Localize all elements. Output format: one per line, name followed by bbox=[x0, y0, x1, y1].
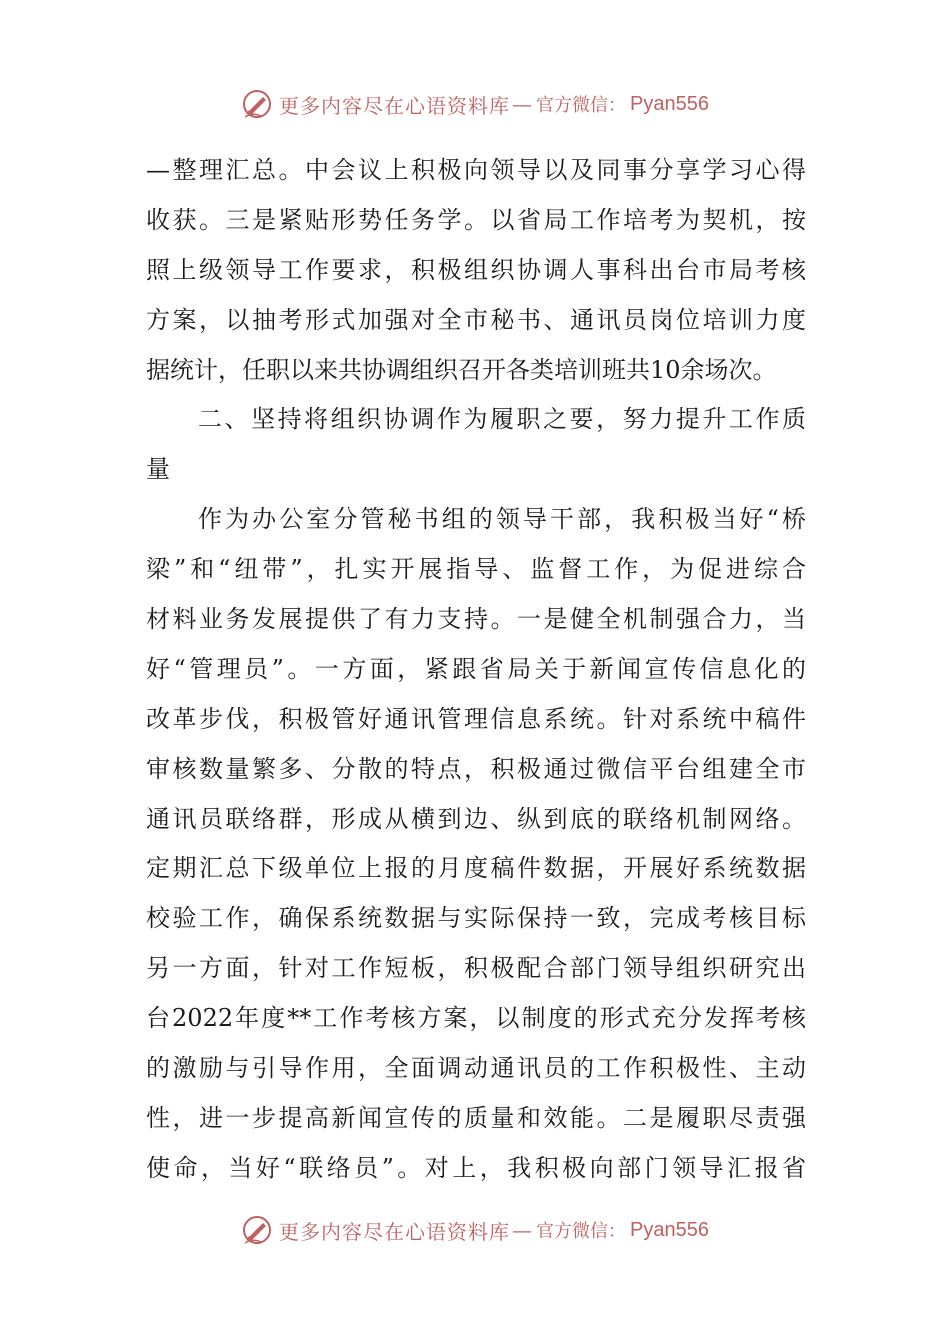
text-line: 定期汇总下级单位上报的月度稿件数据，开展好系统数据 bbox=[146, 854, 806, 883]
text-line: 梁”和“纽带”，扎实开展指导、监督工作，为促进综合 bbox=[146, 555, 806, 584]
text-line: 材料业务发展提供了有力支持。一是健全机制强合力，当 bbox=[146, 605, 806, 634]
text-line: 性，进一步提高新闻宣传的质量和效能。二是履职尽责强 bbox=[146, 1103, 806, 1132]
text-line: 台2022年度**工作考核方案，以制度的形式充分发挥考核 bbox=[146, 1004, 806, 1033]
watermark-separator: — bbox=[512, 1218, 533, 1242]
text-line: 好“管理员”。一方面，紧跟省局关于新闻宣传信息化的 bbox=[146, 654, 806, 683]
watermark-site-text: 更多内容尽在心语资料库 bbox=[279, 93, 511, 118]
pen-logo-icon bbox=[241, 88, 273, 120]
watermark-wechat-id: Pyan556 bbox=[630, 92, 709, 115]
document-body bbox=[146, 146, 806, 1194]
pen-logo-icon bbox=[241, 1214, 273, 1246]
text-line: 的激励与引导作用，全面调动通讯员的工作积极性、主动 bbox=[146, 1054, 806, 1083]
watermark-site-text: 更多内容尽在心语资料库 bbox=[279, 1219, 511, 1244]
text-line: 据统计，任职以来共协调组织召开各类培训班共10余场次。 bbox=[146, 355, 777, 384]
footer-watermark bbox=[0, 1210, 950, 1250]
text-line: 方案，以抽考形式加强对全市秘书、通讯员岗位培训力度 bbox=[146, 305, 806, 334]
watermark-wechat-id: Pyan556 bbox=[630, 1218, 709, 1241]
text-line: 校验工作，确保系统数据与实际保持一致，完成考核目标 bbox=[146, 904, 806, 933]
text-line: 通讯员联络群，形成从横到边、纵到底的联络机制网络。 bbox=[146, 804, 806, 833]
text-line: 改革步伐，积极管好通讯管理信息系统。针对系统中稿件 bbox=[146, 704, 806, 733]
section-heading-continued: 量 bbox=[146, 455, 170, 484]
section-heading: 二、坚持将组织协调作为履职之要，努力提升工作质 bbox=[198, 405, 806, 434]
watermark-wechat-label: 官方微信： bbox=[536, 1221, 627, 1242]
watermark-separator: — bbox=[512, 92, 533, 116]
text-line: 照上级领导工作要求，积极组织协调人事科出台市局考核 bbox=[146, 255, 806, 284]
text-line: 收获。三是紧贴形势任务学。以省局工作培考为契机，按 bbox=[146, 205, 806, 234]
header-watermark bbox=[0, 84, 950, 124]
text-line: 审核数量繁多、分散的特点，积极通过微信平台组建全市 bbox=[146, 754, 806, 783]
text-line: 使命，当好“联络员”。对上，我积极向部门领导汇报省 bbox=[146, 1153, 806, 1182]
watermark-wechat-label: 官方微信： bbox=[536, 95, 627, 116]
text-line: —整理汇总。中会议上积极向领导以及同事分享学习心得 bbox=[146, 156, 806, 184]
text-line: 作为办公室分管秘书组的领导干部，我积极当好“桥 bbox=[198, 505, 806, 534]
text-line: 另一方面，针对工作短板，积极配合部门领导组织研究出 bbox=[146, 954, 806, 983]
